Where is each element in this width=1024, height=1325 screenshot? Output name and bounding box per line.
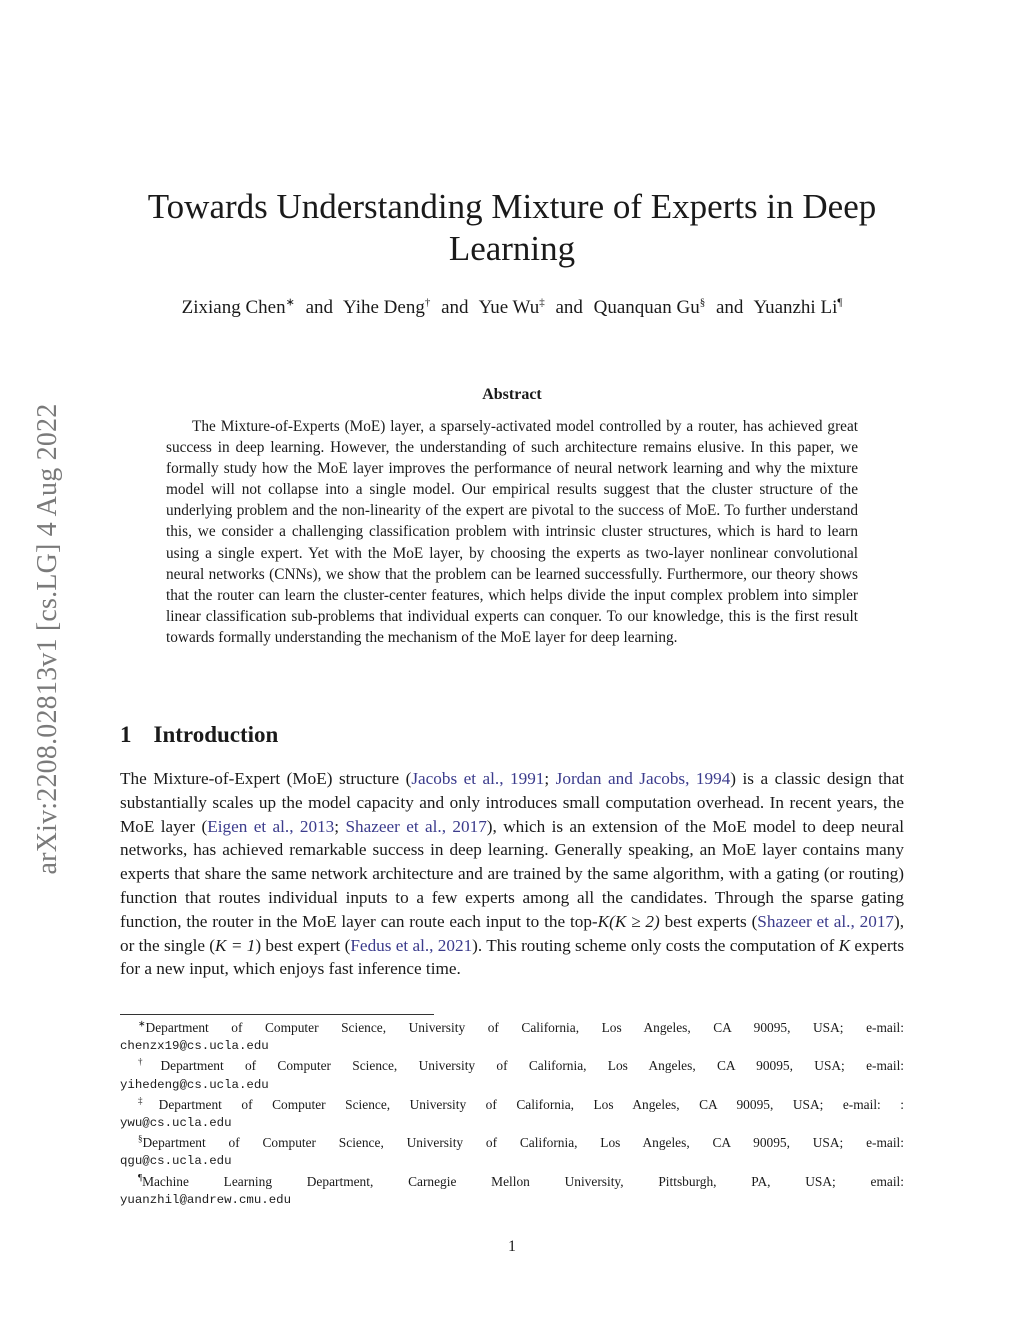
section-heading — [120, 722, 278, 748]
paper-title: Towards Understanding Mixture of Experts in Deep Learning — [147, 187, 877, 268]
author-separator: and — [715, 297, 744, 319]
author: Quanquan Gu§ — [593, 297, 706, 319]
footnote: ∗Department of Computer Science, University of California, Los Angeles, CA 90095, USA; e-mail: chenzx19@cs.ucla.edu — [120, 1018, 904, 1056]
abstract-heading: Abstract — [482, 386, 542, 403]
footnotes — [120, 1018, 904, 1210]
footnote-email[interactable]: qgu@cs.ucla.edu — [120, 1154, 232, 1169]
footnote-email[interactable]: yuanzhil@andrew.cmu.edu — [120, 1192, 292, 1207]
author-separator: and — [555, 297, 583, 319]
math-inline: K — [838, 935, 851, 955]
section-title: Introduction — [153, 722, 279, 747]
footnote: §Department of Computer Science, University of California, Los Angeles, CA 90095, USA; e-mail: qgu@cs.ucla.edu — [120, 1133, 904, 1171]
footnote-email[interactable]: chenzx19@cs.ucla.edu — [120, 1039, 269, 1054]
author-separator: and — [441, 297, 469, 319]
citation-link[interactable]: Jacobs et al., 1991 — [411, 769, 545, 788]
footnote-email[interactable]: ywu@cs.ucla.edu — [120, 1116, 232, 1131]
page-number: 1 — [508, 1238, 516, 1255]
footnote: ¶Machine Learning Department, Carnegie Mellon University, Pittsburgh, PA, USA; email: yuanzhil@andrew.cmu.edu — [120, 1172, 904, 1210]
intro-paragraph: The Mixture-of-Expert (MoE) structure (Jacobs et al., 1991; Jordan and Jacobs, 1994) is a classic design that substantially scales up the model capacity and only introduces small computation overhead. In recent years, the MoE layer (Eigen et al., 2013; Shazeer et al., 2017), which is an extension of the MoE model to deep neural networks, has achieved remarkable success in deep learning. Generally speaking, an MoE layer contains many experts that share the same network architecture and are trained by the same algorithm, with a gating (or routing) function that routes individual inputs to a few experts among all the candidates. Through the sparse gating function, the router in the MoE layer can route each input to the top-K(K ≥ 2) best experts (Shazeer et al., 2017), or the single (K = 1) best expert (Fedus et al., 2021). This routing scheme only costs the computation of K experts for a new input, which enjoys fast inference time. — [120, 769, 905, 979]
author: Yihe Deng† — [343, 297, 431, 319]
author: Zixiang Chen∗ — [181, 297, 295, 319]
citation-link[interactable]: Jordan and Jacobs, 1994 — [555, 769, 731, 788]
citation-link[interactable]: Fedus et al., 2021 — [350, 935, 473, 955]
arxiv-id: arXiv:2208.02813v1 [cs.LG] 4 Aug 2022 — [32, 403, 63, 875]
math-inline: K(K ≥ 2) — [597, 911, 660, 931]
footnote-rule — [120, 1014, 434, 1015]
footnote: †Department of Computer Science, University of California, Los Angeles, CA 90095, USA; e-mail: yihedeng@cs.ucla.edu — [120, 1056, 904, 1094]
citation-link[interactable]: Eigen et al., 2013 — [207, 816, 335, 836]
author: Yuanzhi Li¶ — [753, 297, 843, 319]
footnote-email[interactable]: yihedeng@cs.ucla.edu — [120, 1077, 269, 1092]
citation-link[interactable]: Shazeer et al., 2017 — [345, 816, 487, 836]
abstract-body: The Mixture-of-Experts (MoE) layer, a sparsely-activated model controlled by a router, has achieved great success in deep learning. However, the understanding of such architecture remains elusive. In this paper, we formally study how the MoE layer improves the performance of neural network learning and why the mixture model will not collapse into a single model. Our empirical results suggest that the cluster structure of the underlying problem and the non-linearity of the expert are pivotal to the success of MoE. To further understand this, we consider a challenging classification problem with intrinsic cluster structures, which is hard to learn using a single expert. Yet with the MoE layer, by choosing the experts as two-layer nonlinear convolutional neural networks (CNNs), we show that the problem can be learned successfully. Furthermore, our theory shows that the router can learn the cluster-center features, which helps divide the input complex problem into simpler linear classification sub-problems that individual experts can conquer. To our knowledge, this is the first result towards formally understanding the mechanism of the MoE layer for deep learning. — [166, 418, 858, 646]
author-separator: and — [305, 297, 333, 319]
math-inline: K = 1 — [215, 935, 256, 955]
footnote: ‡Department of Computer Science, University of California, Los Angeles, CA 90095, USA; e-mail: : ywu@cs.ucla.edu — [120, 1095, 904, 1133]
citation-link[interactable]: Shazeer et al., 2017 — [757, 911, 894, 931]
section-number: 1 — [120, 722, 132, 747]
author: Yue Wu‡ — [478, 297, 545, 319]
arxiv-stamp — [18, 346, 78, 932]
author-list — [120, 296, 904, 319]
